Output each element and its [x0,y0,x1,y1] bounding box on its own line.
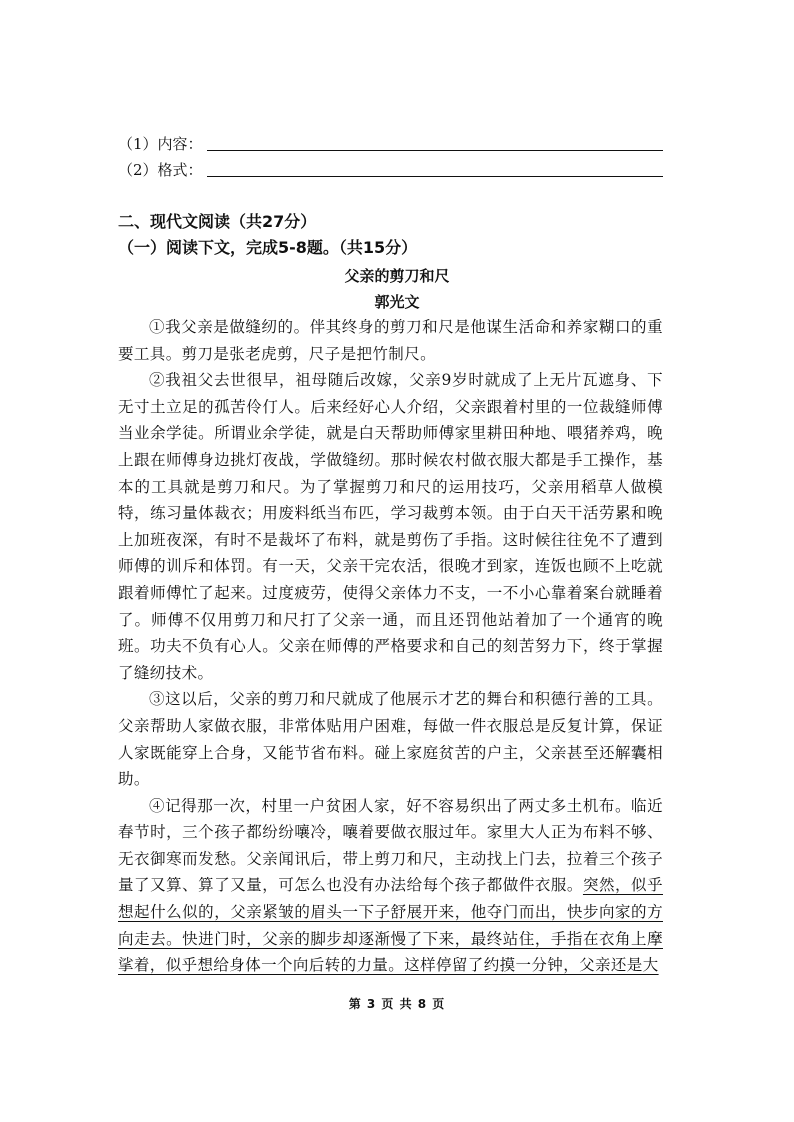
answer-line-label: （2）格式： [118,161,203,179]
section-subtitle: （一）阅读下文，完成5-8题。（共15分） [118,238,418,257]
answer-line-format [118,158,663,182]
paragraph-3: ③这以后，父亲的剪刀和尺就成了他展示才艺的舞台和积德行善的工具。父亲帮助人家做衣服，非常体贴用户困难，每做一件衣服总是反复计算，保证人家既能穿上合身，又能节省布料。碰上家庭贫苦的户主，父亲甚至还解囊相助。 [118,690,663,789]
section-title: 二、现代文阅读（共27分） [118,212,317,231]
paragraph-2: ②我祖父去世很早，祖母随后改嫁，父亲9岁时就成了上无片瓦遮身、下无寸土立足的孤苦伶仃人。后来经好心人介绍，父亲跟着村里的一位裁缝师傅当业余学徒。所谓业余学徒，就是白天帮助师傅家里耕田种地、喂猪养鸡，晚上跟在师傅身边挑灯夜战，学做缝纫。那时候农村做衣服大都是手工操作，基本的工具就是剪刀和尺。为了掌握剪刀和尺的运用技巧，父亲用稻草人做模特，练习量体裁衣；用废料纸当布匹，学习裁剪本领。由于白天干活劳累和晚上加班夜深，有时不是裁坏了布料，就是剪伤了手指。这时候往往免不了遭到师傅的训斥和体罚。有一天，父亲干完农活，很晚才到家，连饭也顾不上吃就跟着师傅忙了起来。过度疲劳，使得父亲体力不支，一不小心靠着案台就睡着了。师傅不仅用剪刀和尺打了父亲一通，而且还罚他站着加了一个通宵的晚班。功夫不负有心人。父亲在师傅的严格要求和自己的刻苦努力下，终于掌握了缝纫技术。 [118,371,663,682]
underlined-passage: 突然，似乎想起什么似的，父亲紧皱的眉头一下子舒展开来，他夺门而出，快步向家的方向走去。快进门时，父亲的脚步却逐渐慢了下来，最终站住，手指在衣角上摩挲着，似乎想给身体一个向后转的力量。这样停留了约摸一分钟，父亲还是大 [118,876,663,975]
answer-blank[interactable] [207,150,663,151]
page-footer: 第 3 页 共 8 页 [348,997,446,1011]
article-author: 郭光文 [374,293,420,311]
article-body [118,314,663,979]
answer-blank[interactable] [207,176,663,177]
paragraph-4 [118,793,663,979]
paragraph-4-text: ④记得那一次，村里一户贫困人家，好不容易织出了两丈多土机布。临近春节时，三个孩子都纷纷嚷冷，嚷着要做衣服过年。家里大人正为布料不够、无衣御寒而发愁。父亲闻讯后，带上剪刀和尺，主动找上门去，拉着三个孩子量了又算、算了又量，可怎么也没有办法给每个孩子都做件衣服。 [118,796,663,895]
answer-line-content [118,132,663,156]
article-title: 父亲的剪刀和尺 [344,267,450,285]
answer-line-label: （1）内容： [118,135,203,153]
paragraph-1: ①我父亲是做缝纫的。伴其终身的剪刀和尺是他谋生活命和养家糊口的重要工具。剪刀是张老虎剪，尺子是把竹制尺。 [118,318,663,363]
